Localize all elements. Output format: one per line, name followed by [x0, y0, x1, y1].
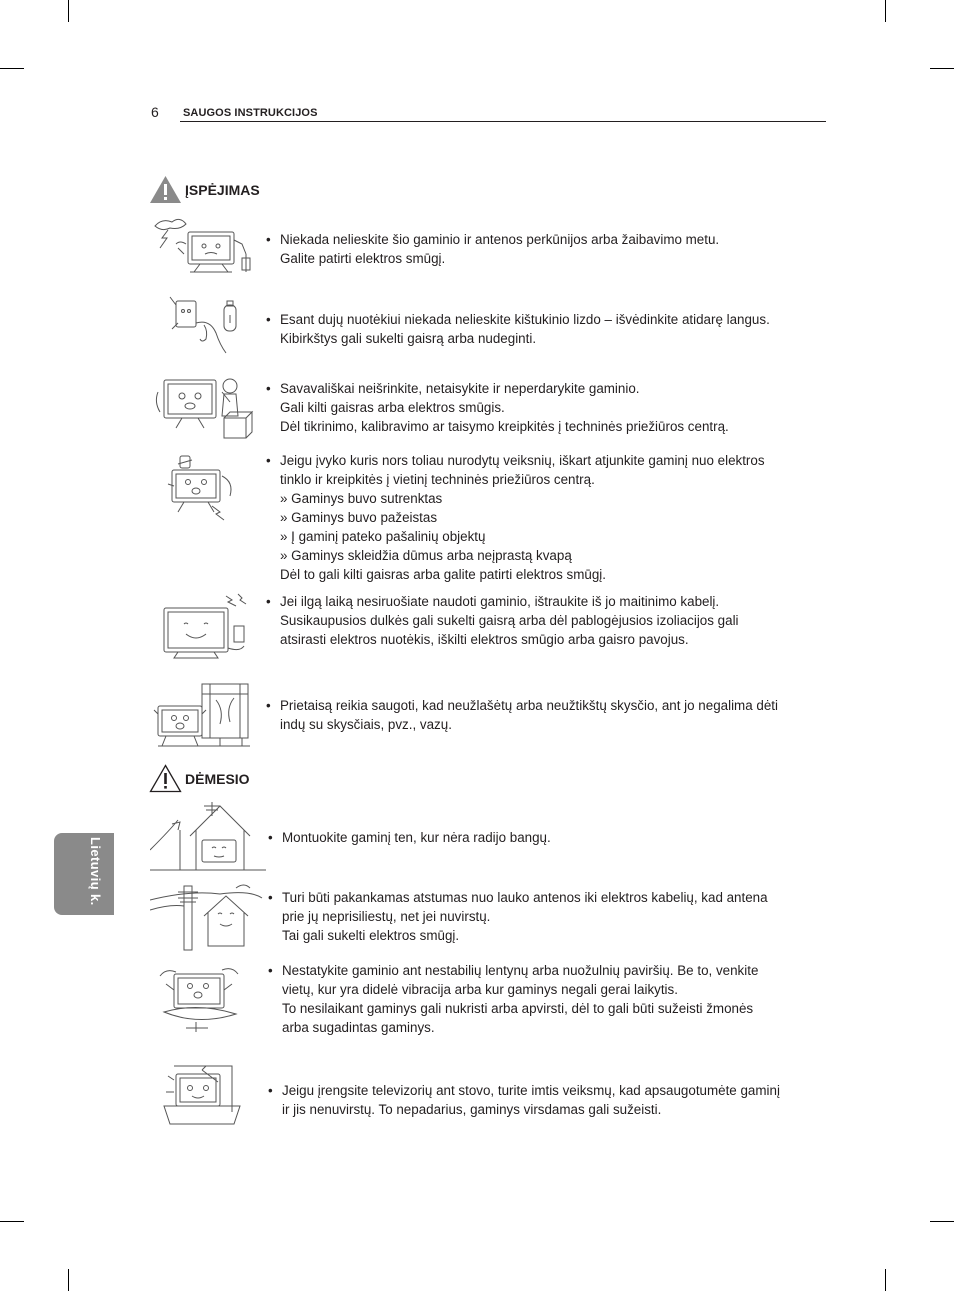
unplug-tv-illustration: [158, 590, 250, 662]
crop-mark: [68, 1269, 69, 1291]
warning-item: • Jeigu įvyko kuris nors toliau nurodytų veiksnių, iškart atjunkite gaminį nuo elektros tinklo ir kreipkitės į vietinį techninės priežiūros centrą. » Gaminys buvo sutrenktas » Gaminys buvo pažeistas » Į gaminį pateko pašalinių objektų » Gaminys skleidžia dūmus arba neįprastą kvapą Dėl to gali kilti gaisras arba galite patirti elektros smūgį.: [266, 453, 765, 582]
caution-item: • Turi būti pakankamas atstumas nuo lauko antenos iki elektros kabelių, kad antena prie jų neprisiliestų, net jei nuvirstų. Tai gali sukelti elektros smūgį.: [268, 890, 768, 943]
gas-socket-illustration: [166, 293, 242, 361]
stand-mount-illustration: [162, 1062, 242, 1128]
crop-mark: [885, 1269, 886, 1291]
language-tab-label: Lietuvių k.: [88, 837, 103, 906]
crop-mark: [930, 68, 954, 69]
liquid-tv-illustration: [150, 680, 254, 754]
warning-triangle-filled-icon: [149, 175, 182, 204]
radio-waves-house-illustration: [150, 800, 266, 874]
caution-item: • Montuokite gaminį ten, kur nėra radijo bangų.: [268, 830, 551, 845]
warning-item: • Jei ilgą laiką nesiruošiate naudoti gaminio, ištraukite iš jo maitinimo kabelį. Susikaupusios dulkės gali sukelti gaisrą arba dėl pablogėjusios izoliacijos gali atsirasti elektros nuotėkis, iškilti elektros smūgio arba gaisro pavojus.: [266, 594, 739, 647]
caution-item: • Jeigu įrengsite televizorių ant stovo, turite imtis veiksmų, kad apsaugotumėte gaminį ir jis nenuvirstų. To nepadarius, gaminys virsdamas gali sužeisti.: [268, 1083, 780, 1117]
section-title: SAUGOS INSTRUKCIJOS: [183, 107, 318, 119]
header-divider: [180, 121, 826, 122]
crop-mark: [0, 68, 24, 69]
language-tab: [54, 833, 114, 915]
crop-mark: [930, 1221, 954, 1222]
damaged-tv-illustration: [164, 450, 242, 522]
page-number: 6: [151, 104, 159, 120]
crop-mark: [0, 1221, 24, 1222]
antenna-cable-illustration: [150, 880, 266, 954]
warning-item: • Prietaisą reikia saugoti, kad neužlašėtų arba neužtikštų skysčio, ant jo negalima dėti indų su skysčiais, pvz., vazų.: [266, 698, 778, 732]
crop-mark: [68, 0, 69, 22]
warning-item: • Niekada nelieskite šio gaminio ir antenos perkūnijos arba žaibavimo metu. Galite patirti elektros smūgį.: [266, 232, 720, 266]
caution-item: • Nestatykite gaminio ant nestabilių lentynų arba nuožulnių paviršių. Be to, venkite vietų, kur yra didelė vibracija arba kur gaminys negali gerai laikytis. To nesilaikant gaminys gali nukristi arba apvirsti, dėl to gali būti sužeisti žmonės arba sugadintas gaminys.: [268, 963, 759, 1035]
warning-triangle-outline-icon: [149, 764, 182, 793]
lightning-tv-illustration: [150, 214, 262, 278]
crop-mark: [885, 0, 886, 22]
repair-tv-illustration: [152, 372, 262, 444]
warning-item: • Esant dujų nuotėkiui niekada nelieskite kištukinio lizdo – išvėdinkite atidarę langus. Kibirkštys gali sukelti gaisrą arba nudeginti.: [266, 312, 770, 346]
warning-item: • Savavališkai neišrinkite, netaisykite ir neperdarykite gaminio. Gali kilti gaisras arba elektros smūgis. Dėl tikrinimo, kalibravimo ar taisymo kreipkitės į techninės priežiūros centrą.: [266, 381, 729, 434]
unstable-surface-illustration: [156, 962, 242, 1034]
warning-heading: ĮSPĖJIMAS: [185, 182, 260, 198]
caution-heading: DĖMESIO: [185, 771, 250, 787]
